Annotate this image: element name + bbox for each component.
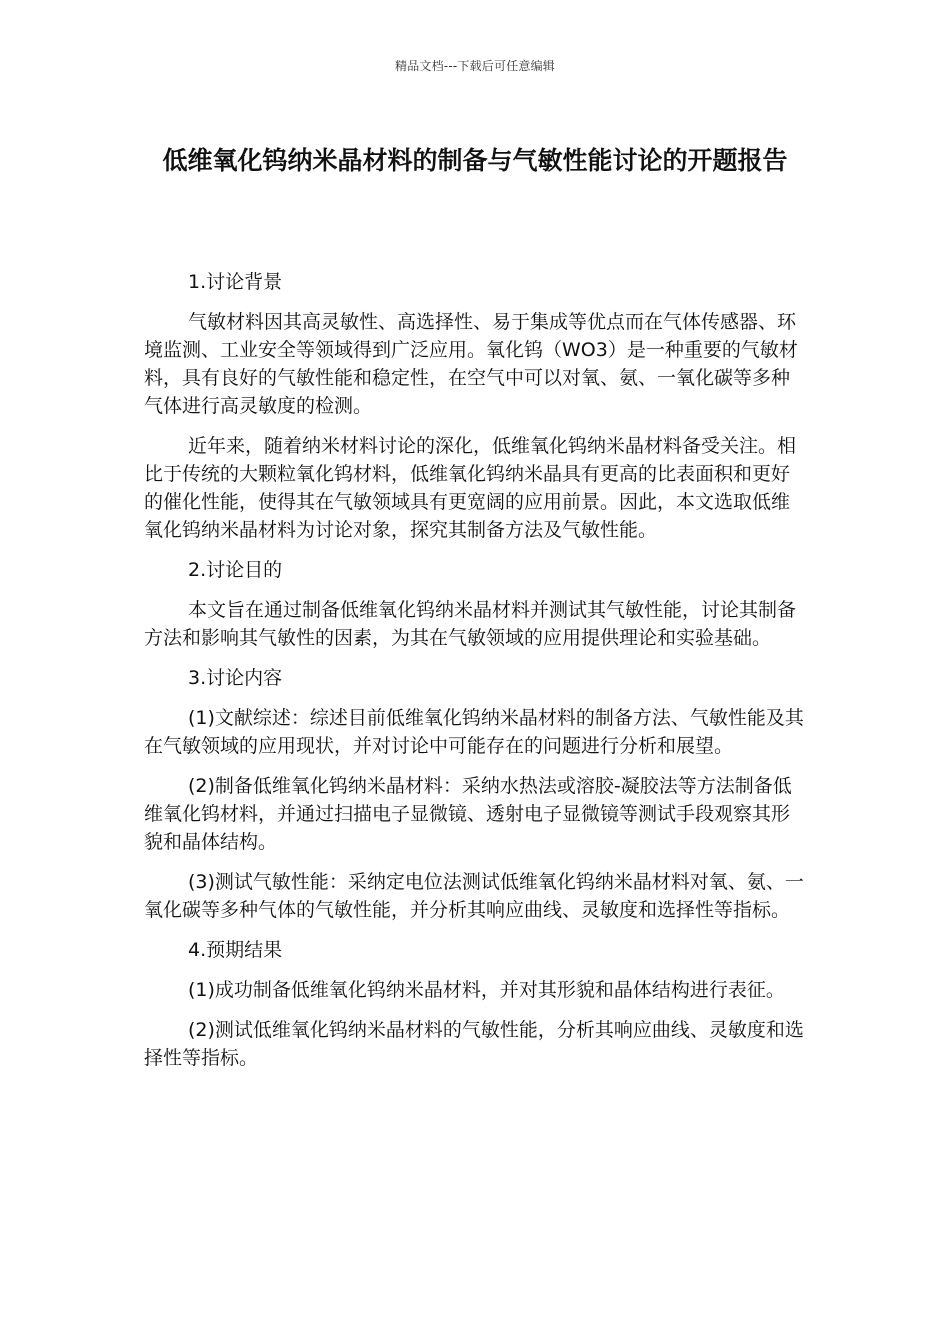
paragraph: (3)测试气敏性能：采纳定电位法测试低维氧化钨纳米晶材料对氧、氨、一氧化碳等多种气体的气敏性能，并分析其响应曲线、灵敏度和选择性等指标。: [144, 871, 804, 921]
paragraph: 近年来，随着纳米材料讨论的深化，低维氧化钨纳米晶材料备受关注。相比于传统的大颗粒氧化钨材料，低维氧化钨纳米晶具有更高的比表面积和更好的催化性能，使得其在气敏领域具有更宽阔的应用前景。因此，本文选取低维氧化钨纳米晶材料为讨论对象，探究其制备方法及气敏性能。: [144, 435, 797, 541]
section-heading-purpose: 2.讨论目的: [188, 559, 283, 581]
header-note: 精品文档---下载后可任意编辑: [395, 59, 555, 73]
section-heading-background: 1.讨论背景: [188, 271, 283, 293]
section-heading-content: 3.讨论内容: [188, 667, 283, 689]
page-title: 低维氧化钨纳米晶材料的制备与气敏性能讨论的开题报告: [162, 146, 788, 175]
paragraph: (1)成功制备低维氧化钨纳米晶材料，并对其形貌和晶体结构进行表征。: [188, 979, 785, 1001]
paragraph: (2)制备低维氧化钨纳米晶材料：采纳水热法或溶胶-凝胶法等方法制备低维氧化钨材料，并通过扫描电子显微镜、透射电子显微镜等测试手段观察其形貌和晶体结构。: [144, 775, 792, 853]
section-heading-expected-results: 4.预期结果: [188, 939, 283, 961]
document-body: [144, 268, 808, 1084]
paragraph: (1)文献综述：综述目前低维氧化钨纳米晶材料的制备方法、气敏性能及其在气敏领域的应用现状，并对讨论中可能存在的问题进行分析和展望。: [144, 707, 804, 757]
paragraph: (2)测试低维氧化钨纳米晶材料的气敏性能，分析其响应曲线、灵敏度和选择性等指标。: [144, 1019, 804, 1069]
paragraph: 气敏材料因其高灵敏性、高选择性、易于集成等优点而在气体传感器、环境监测、工业安全等领域得到广泛应用。氧化钨（WO3）是一种重要的气敏材料，具有良好的气敏性能和稳定性，在空气中可以对氧、氨、一氧化碳等多种气体进行高灵敏度的检测。: [144, 311, 798, 417]
paragraph: 本文旨在通过制备低维氧化钨纳米晶材料并测试其气敏性能，讨论其制备方法和影响其气敏性的因素，为其在气敏领域的应用提供理论和实验基础。: [144, 599, 797, 649]
